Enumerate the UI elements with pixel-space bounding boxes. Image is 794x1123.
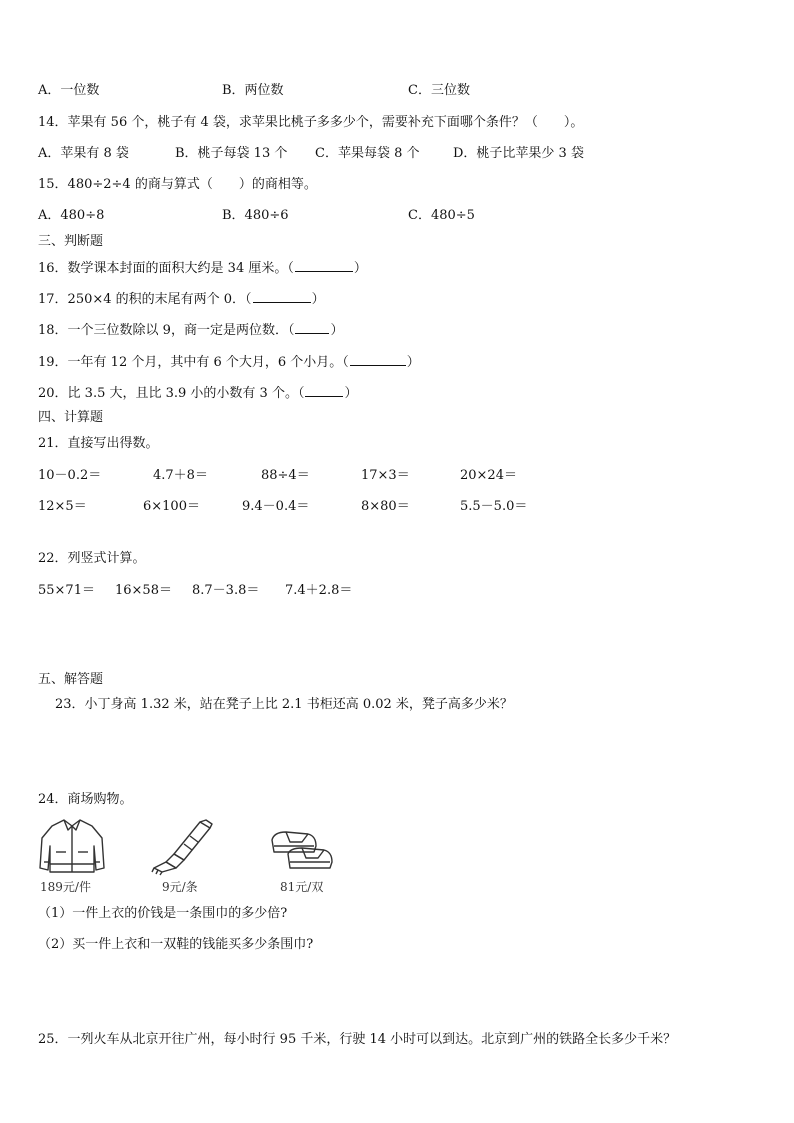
q17-close: ） [311,292,325,307]
q21-r2-c1: 12×5＝ [38,499,87,514]
q25-stem: 25．一列火车从北京开往广州，每小时行 95 千米，行驶 14 小时可以到达。北京到广州的铁路全长多少千米？ [38,1032,677,1047]
q19-close: ） [406,355,420,370]
q15-stem: 15．480÷2÷4 的商与算式（ ）的商相等。 [38,177,317,192]
q14-stem: 14．苹果有 56 个，桃子有 4 袋，求苹果比桃子多多少个，需要补充下面哪个条件？（ ）。 [38,115,584,130]
q19 [38,353,420,372]
q24-sub1: （1）一件上衣的价钱是一条围巾的多少倍? [38,906,288,921]
q18-answer-blank[interactable] [295,321,329,334]
q22-item-4: 7.4＋2.8＝ [285,583,353,598]
q13-option-c: C．三位数 [408,83,470,98]
q16-answer-blank[interactable] [295,259,353,272]
q15-option-c: C．480÷5 [408,208,475,223]
q16-stem: 16．数学课本封面的面积大约是 34 厘米。（ [38,261,294,276]
q16-close: ） [353,261,367,276]
q22-item-1: 55×71＝ [38,583,95,598]
q21-r1-c4: 17×3＝ [361,468,410,483]
q24-stem: 24．商场购物。 [38,792,133,807]
q15-option-b: B．480÷6 [222,208,289,223]
q13-option-b: B．两位数 [222,83,284,98]
jacket-icon [36,816,108,876]
q22-stem: 22．列竖式计算。 [38,551,146,566]
q24-sub2: （2）买一件上衣和一双鞋的钱能买多少条围巾? [38,937,314,952]
q14-option-c: C．苹果每袋 8 个 [315,146,420,161]
section-title-judgement: 三、判断题 [38,234,104,249]
q14-option-b: B．桃子每袋 13 个 [175,146,288,161]
q18-close: ） [330,323,344,338]
q20-stem: 20．比 3.5 大，且比 3.9 小的小数有 3 个。（ [38,386,305,401]
q20-close: ） [344,386,358,401]
section-title-word-problems: 五、解答题 [38,672,104,687]
q22-item-3: 8.7－3.8＝ [192,583,260,598]
q21-r2-c3: 9.4－0.4＝ [242,499,310,514]
q20 [38,384,357,403]
q21-r2-c5: 5.5－5.0＝ [460,499,528,514]
section-title-calculation: 四、计算题 [38,410,104,425]
q14-option-a: A．苹果有 8 袋 [38,146,129,161]
q21-r1-c2: 4.7＋8＝ [153,468,208,483]
q13-option-a: A．一位数 [38,83,100,98]
q17 [38,290,325,309]
scarf-price: 9元/条 [162,880,198,894]
q23-stem: 23．小丁身高 1.32 米，站在凳子上比 2.1 书柜还高 0.02 米，凳子高多少米？ [55,697,513,712]
q18 [38,321,343,340]
q19-stem: 19．一年有 12 个月，其中有 6 个大月，6 个小月。（ [38,355,349,370]
shoes-icon [268,826,336,874]
q16 [38,259,367,278]
q20-answer-blank[interactable] [305,384,343,397]
q14-option-d: D．桃子比苹果少 3 袋 [453,146,584,161]
q21-r1-c1: 10－0.2＝ [38,468,102,483]
q15-option-a: A．480÷8 [38,208,105,223]
q18-stem: 18．一个三位数除以 9，商一定是两位数．（ [38,323,295,338]
q17-stem: 17．250×4 的积的末尾有两个 0．（ [38,292,252,307]
q21-r1-c5: 20×24＝ [460,468,517,483]
jacket-price: 189元/件 [40,880,91,894]
q21-r1-c3: 88÷4＝ [261,468,310,483]
q22-item-2: 16×58＝ [115,583,172,598]
q21-r2-c2: 6×100＝ [143,499,200,514]
shoes-price: 81元/双 [280,880,324,894]
q17-answer-blank[interactable] [253,290,311,303]
q21-stem: 21．直接写出得数。 [38,436,159,451]
q19-answer-blank[interactable] [350,353,406,366]
scarf-icon [150,818,216,876]
q21-r2-c4: 8×80＝ [361,499,410,514]
